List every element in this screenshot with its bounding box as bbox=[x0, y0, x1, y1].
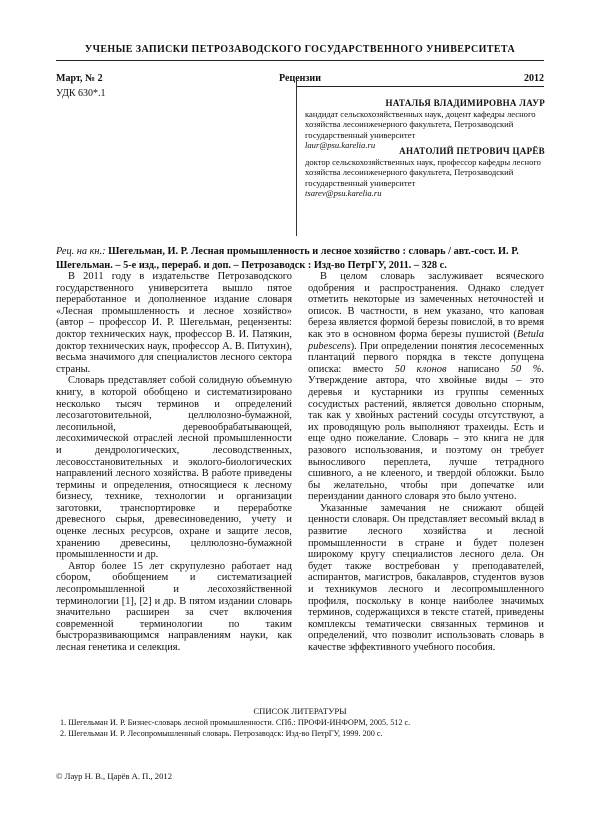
author-name: АНАТОЛИЙ ПЕТРОВИЧ ЦАРЁВ bbox=[399, 146, 545, 156]
author-block-2 bbox=[305, 146, 545, 199]
author-email[interactable]: tsarev@psu.karelia.ru bbox=[305, 188, 382, 199]
review-prefix: Рец. на кн.: bbox=[56, 246, 106, 257]
review-book-reference: Шегельман, И. Р. Лесная промышленность и лесное хозяйство : словарь / авт.-сост. И. Р. Шегельман. – 5-е изд., перераб. и доп. – Петрозаводск : Изд-во ПетрГУ, 2011. – 328 с. bbox=[56, 246, 519, 271]
author-affiliation: доктор сельскохозяйственных наук, профессор кафедры лесного хозяйства лесоинженерного факультета, Петрозаводский государственный университет bbox=[305, 156, 541, 188]
reference-item: 2. Шегельман И. Р. Лесопромышленный словарь. Петрозаводск: Изд-во ПетрГУ, 1999. 200 с. bbox=[60, 728, 383, 738]
latin-name: Betula pubescens bbox=[308, 328, 544, 352]
section-label: Рецензии bbox=[279, 73, 321, 84]
body-column-left bbox=[56, 271, 292, 654]
paragraph: Указанные замечания не снижают общей ценности словаря. Он представляет весомый вклад в развитие лесного хозяйства и лесной промышленности в стране и будет полезен широкому кругу специалистов лесного дела. Он будет также востребован у преподавателей, аспирантов, магистров, бакалавров, студентов вузов и техникумов лесного и лесопромышленного профиля, поскольку в конце наиболее значимых терминов, содержащихся в тексте статей, приведены комплексы тематически связанных терминов и определений, что позволит использовать словарь в качестве эффективного учебного пособия. bbox=[308, 502, 544, 653]
header-rule-right bbox=[296, 86, 544, 87]
header-rule-top bbox=[56, 60, 544, 61]
paragraph: В 2011 году в издательстве Петрозаводского государственного университета вышло пятое переработанное и дополненное издание словаря «Лесная промышленность и лесное хозяйство» (автор – профессор И. Р. Шегельман, рецензенты: доктор технических наук, профессор В. И. Патякин, доктор технических наук, профессор А. В. Питухин), весьма значимого для специалистов лесного сектора страны. bbox=[56, 271, 292, 375]
issue-label: Март, № 2 bbox=[56, 73, 103, 84]
journal-title: УЧЕНЫЕ ЗАПИСКИ ПЕТРОЗАВОДСКОГО ГОСУДАРСТВЕННОГО УНИВЕРСИТЕТА bbox=[84, 44, 516, 55]
italic-term: 50 клонов bbox=[394, 363, 447, 375]
references-list bbox=[60, 718, 550, 739]
author-affiliation: кандидат сельскохозяйственных наук, доцент кафедры лесного хозяйства лесоинженерного факультета, Петрозаводский государственный университет bbox=[305, 108, 536, 140]
author-block-1 bbox=[305, 98, 545, 151]
paragraph: Словарь представляет собой солидную объемную книгу, в которой обобщено и систематизировано несколько тысяч терминов и определений лесозаготовительной, целлюлозно-бумажной, лесопильной, деревообрабатывающей, лесохимической отраслей лесной промышленности и дендрологических, лесоводственных, лесовосстановительных и эколого-биологических направлений лесного хозяйства. В работе приведены термины и определения, относящиеся к лесному бизнесу, технике, технологии и организации заготовки, транспортировке и переработке древесного сырья, древесиноведению, учету и оценке лесных ресурсов, охране и защите лесов, хранению древесины, целлюлозно-бумажной промышленности и др. bbox=[56, 375, 292, 561]
paragraph: В целом словарь заслуживает всяческого одобрения и распространения. Однако следует отметить некоторые из замеченных неточностей и описок. В частности, в нем указано, что каповая береза является формой березы повислой, в то время как это в основном форма березы пушистой (Betula pubescens). При определении понятия лесосеменных плантаций первого порядка в тексте допущена описка: вместо 50 клонов написано 50 %. Утверждение автора, что хвойные виды – это деревья и кустарники из группы семенных сосудистых растений, является довольно спорным, так как у хвойных растений сосуды отсутствуют, а их проводящую роль выполняют трахеиды. Есть и еще одно пожелание. Словарь – это книга не для разового использования, и поэтому он требует выносливого переплета, лучше тетрадного сшивного, а не клееного, и твердой обложки. Было бы желательно, чтобы при допечатке или переиздании данного словаря это было учтено. bbox=[308, 271, 544, 503]
review-citation bbox=[56, 245, 544, 272]
author-name: НАТАЛЬЯ ВЛАДИМИРОВНА ЛАУР bbox=[385, 98, 545, 108]
italic-term: 50 % bbox=[510, 363, 542, 375]
header-divider bbox=[296, 80, 297, 236]
references-title: СПИСОК ЛИТЕРАТУРЫ bbox=[253, 706, 347, 716]
reference-item: 1. Шегельман И. Р. Бизнес-словарь лесной промышленности. СПб.: ПРОФИ-ИНФОРМ, 2005. 512 с. bbox=[60, 718, 411, 727]
udk-code: УДК 630*.1 bbox=[56, 88, 106, 99]
body-column-right bbox=[308, 271, 544, 654]
paragraph: Автор более 15 лет скрупулезно работает над сбором, обобщением и систематизацией лесопромышленной и лесохозяйственной терминологии [1], [2] и др. В пятом издании словарь значительно расширен за счет включения современной терминологии по таким быстроразвивающимся направлениям науки, как лесная генетика и селекция. bbox=[56, 560, 292, 653]
copyright: © Лаур Н. В., Царёв А. П., 2012 bbox=[56, 771, 172, 781]
author-email[interactable]: laur@psu.karelia.ru bbox=[305, 140, 376, 151]
year-label: 2012 bbox=[524, 73, 544, 84]
